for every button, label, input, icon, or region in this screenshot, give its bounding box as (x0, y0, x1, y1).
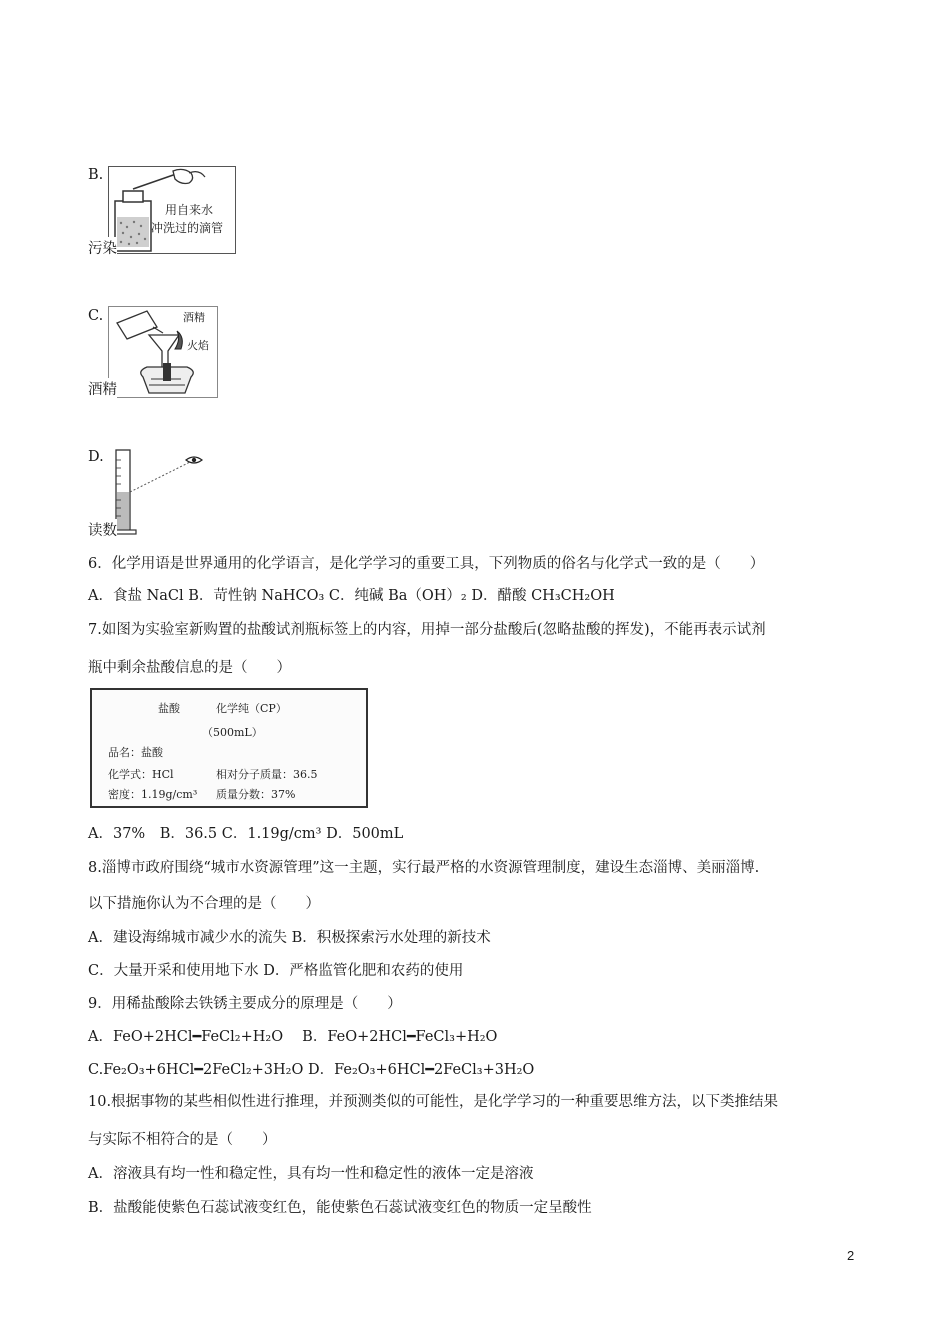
label-molar-mass: 相对分子质量：36.5 (216, 768, 318, 781)
option-d-letter: D. (88, 449, 104, 465)
figure-text-line2: 冲洗过的滴管 (151, 221, 224, 235)
page-number: 2 (847, 1248, 855, 1263)
option-c-letter: C. (88, 308, 104, 324)
question-10-option-b: B．盐酸能使紫色石蕊试液变红色，能使紫色石蕊试液变红色的物质一定呈酸性 (88, 1200, 592, 1216)
figure-label-fire: 火焰 (187, 339, 209, 352)
label-formula: 化学式：HCl (108, 768, 174, 781)
graduated-cylinder-figure (108, 446, 208, 536)
label-title-left: 盐酸 (158, 702, 180, 715)
option-b-caption: 污染 (88, 237, 117, 258)
option-b-letter: B. (88, 167, 104, 183)
question-8-stem-line2: 以下措施你认为不合理的是（ ） (88, 896, 320, 912)
question-8-options-line2: C．大量开采和使用地下水 D．严格监管化肥和农药的使用 (88, 963, 464, 979)
option-c-caption: 酒精 (88, 378, 117, 399)
label-density: 密度：1.19g/cm³ (108, 788, 198, 801)
option-d-caption: 读数 (88, 519, 117, 540)
question-9-options-line2: C.Fe₂O₃+6HCl━2FeCl₂+3H₂O D．Fe₂O₃+6HCl━2FeCl₃+3H₂O (88, 1062, 535, 1078)
question-7-stem-line2: 瓶中剩余盐酸信息的是（ ） (88, 660, 291, 676)
question-7-options: A．37% B．36.5 C．1.19g/cm³ D．500mL (88, 826, 404, 842)
question-6-options: A．食盐 NaCl B．苛性钠 NaHCO₃ C．纯碱 Ba（OH）₂ D．醋酸 CH₃CH₂OH (88, 588, 615, 604)
question-8-stem-line1: 8.淄博市政府围绕“城市水资源管理”这一主题，实行最严格的水资源管理制度，建设生态淄博、美丽淄博. (88, 860, 760, 876)
question-9-stem: 9．用稀盐酸除去铁锈主要成分的原理是（ ） (88, 996, 402, 1012)
question-8-options-line1: A．建设海绵城市减少水的流失 B．积极探索污水处理的新技术 (88, 930, 491, 946)
label-volume: （500mL） (202, 726, 263, 739)
label-name: 品名：盐酸 (108, 746, 163, 759)
question-9-options-line1: A．FeO+2HCl━FeCl₂+H₂O B．FeO+2HCl━FeCl₃+H₂O (88, 1029, 498, 1045)
question-6-stem: 6．化学用语是世界通用的化学语言，是化学学习的重要工具，下列物质的俗名与化学式一致的是（ ） (88, 556, 765, 572)
label-title-right: 化学纯（CP） (216, 702, 287, 715)
figure-text-line1: 用自来水 (165, 203, 214, 217)
figure-label-alcohol: 酒精 (183, 311, 205, 324)
label-mass-fraction: 质量分数：37% (216, 788, 296, 801)
question-10-option-a: A．溶液具有均一性和稳定性，具有均一性和稳定性的液体一定是溶液 (88, 1166, 534, 1182)
dropper-rinse-figure (108, 166, 236, 254)
question-7-stem-line1: 7.如图为实验室新购置的盐酸试剂瓶标签上的内容，用掉一部分盐酸后(忽略盐酸的挥发)，不能再表示试剂 (88, 622, 766, 638)
reagent-label (90, 688, 368, 808)
question-10-stem-line1: 10.根据事物的某些相似性进行推理，并预测类似的可能性，是化学学习的一种重要思维方法，以下类推结果 (88, 1094, 779, 1110)
alcohol-lamp-figure (108, 306, 218, 398)
question-10-stem-line2: 与实际不相符合的是（ ） (88, 1132, 277, 1148)
